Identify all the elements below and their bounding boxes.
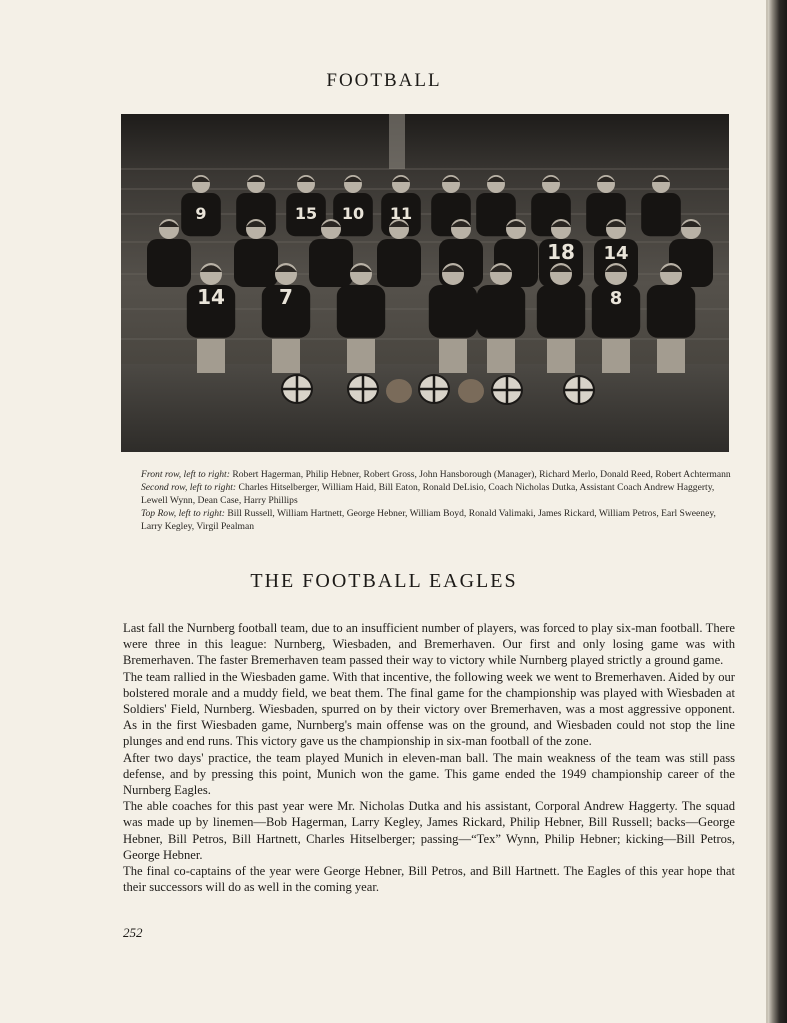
body-paragraph: The able coaches for this past year were Mr. Nicholas Dutka and his assistant, Corporal Andrew Haggerty. The squad was made up by linemen—Bob Hagerman, Larry Kegley, James Rickard, Philip Hebner, Bill Russell; backs—George Hebner, Bill Petros, Bill Hartnett, Charles Hitselberger; passing—“Tex” Wynn, Philip Hebner; kicking—Bill Petros, George Hebner.	[123, 799, 735, 862]
player-legs	[272, 339, 300, 373]
player-figure	[309, 239, 353, 287]
jersey-number: 10	[341, 204, 365, 223]
caption-top-row	[141, 507, 731, 533]
second-row-label: Second row, left to right:	[141, 482, 237, 493]
jersey-number: 11	[389, 204, 413, 223]
jersey-number: 14	[197, 285, 225, 309]
front-row-names: Robert Hagerman, Philip Hebner, Robert Gross, John Hansborough (Manager), Richard Merlo, Donald Reed, Robert Achtermann	[232, 469, 731, 480]
player-figure	[147, 239, 191, 287]
front-row-label: Front row, left to right:	[141, 469, 230, 480]
jersey-number: 14	[603, 243, 629, 264]
player-figure	[337, 285, 385, 338]
jersey-number: 18	[547, 240, 575, 264]
team-photo-image	[121, 114, 729, 452]
top-row-names: Bill Russell, William Hartnett, George Hebner, William Boyd, Ronald Valimaki, James Rickard, William Petros, Earl Sweeney, Larry Kegley, Virgil Pealman	[141, 508, 716, 532]
page-number: 252	[123, 925, 143, 940]
player-legs	[602, 339, 630, 373]
player-figure	[477, 285, 525, 338]
section-title: FOOTBALL	[326, 70, 442, 91]
article-title: THE FOOTBALL EAGLES	[250, 570, 518, 592]
jersey-number: 9	[195, 204, 207, 223]
jersey-number: 8	[609, 288, 623, 309]
caption-second-row	[141, 481, 731, 507]
team-photo	[121, 114, 729, 452]
top-row-label: Top Row, left to right:	[141, 508, 225, 519]
body-paragraph: After two days' practice, the team played Munich in eleven-man ball. The main weakness of the team was still pass defense, and by pressing this point, Munich won the game. This game ended the 1949 championship career of the Nurnberg Eagles.	[123, 750, 735, 798]
player-figure	[429, 285, 477, 338]
player-legs	[487, 339, 515, 373]
player-figure	[377, 239, 421, 287]
player-legs	[439, 339, 467, 373]
photo-caption	[141, 468, 731, 533]
player-figure	[537, 285, 585, 338]
player-figure	[647, 285, 695, 338]
player-legs	[547, 339, 575, 373]
player-legs	[197, 339, 225, 373]
jersey-number: 7	[279, 285, 293, 309]
player-figure	[234, 239, 278, 287]
article-body	[123, 620, 735, 895]
second-row-names: Charles Hitselberger, William Haid, Bill Eaton, Ronald DeLisio, Coach Nicholas Dutka, Assistant Coach Andrew Haggerty, Lewell Wynn, Dean Case, Harry Phillips	[141, 482, 715, 506]
player-legs	[657, 339, 685, 373]
player-legs	[347, 339, 375, 373]
body-paragraph: The team rallied in the Wiesbaden game. With that incentive, the following week we went to Bremerhaven. Aided by our bolstered morale and a muddy field, we beat them. The final game for the championship was played with Wiesbaden at Soldiers' Field, Nurnberg. Wiesbaden, spurred on by their victory over Bremerhaven, was a most aggressive opponent. As in the first Wiesbaden game, Nurnberg's main offense was on the ground, and Wiesbaden could not stop the line plunges and end runs. This victory gave us the championship in six-man football of the zone.	[123, 669, 735, 749]
book-spine	[768, 0, 787, 1023]
body-paragraph: The final co-captains of the year were George Hebner, Bill Petros, and Bill Hartnett. The Eagles of this year hope that their successors will do as well in the coming year.	[123, 864, 735, 895]
player-figure	[641, 193, 681, 236]
jersey-number: 15	[294, 204, 318, 223]
caption-front-row	[141, 468, 731, 481]
body-paragraph: Last fall the Nurnberg football team, due to an insufficient number of players, was forced to play six-man football. There were three in this league: Nurnberg, Wiesbaden, and Bremerhaven. Our first and only losing game was with Bremerhaven. The faster Bremerhaven team passed their way to victory while Nurnberg played strictly a ground game.	[123, 621, 735, 668]
